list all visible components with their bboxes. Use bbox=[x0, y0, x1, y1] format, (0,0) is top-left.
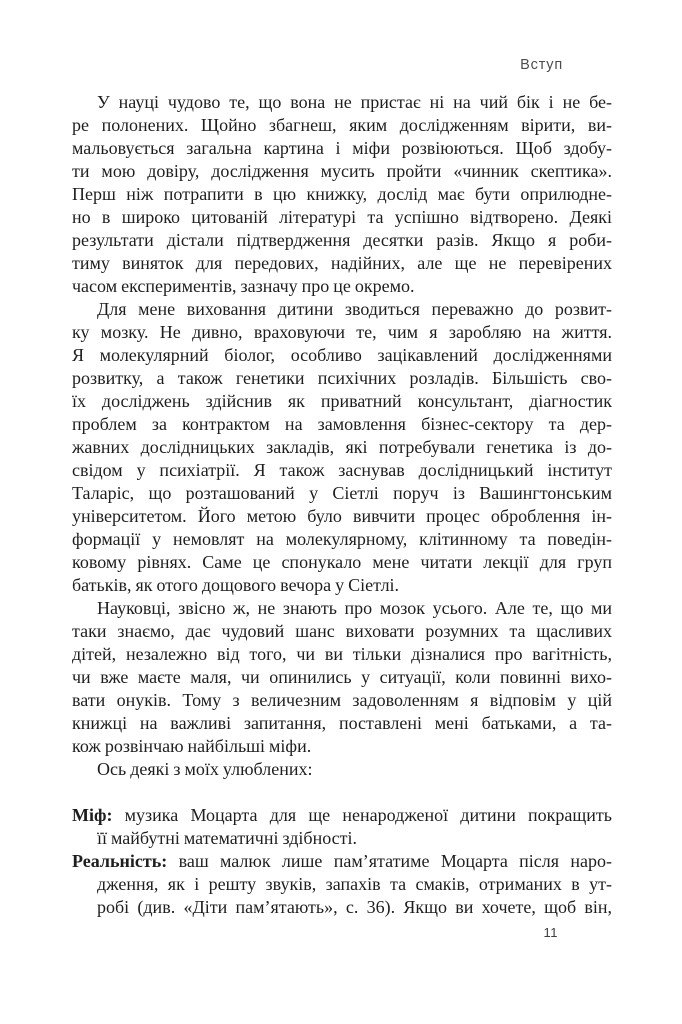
text-line: ре полонених. Щойно збагнеш, яким дослідженням вірити, ви- bbox=[72, 115, 612, 135]
text-line: проблем за контрактом на замовлення бізнес-сектору та дер- bbox=[72, 414, 612, 434]
text-line: ковому рівнях. Саме це спонукало мене читати лекції для груп bbox=[72, 552, 612, 572]
text-line: її майбутні математичні здібності. bbox=[97, 828, 358, 848]
page-number: 11 bbox=[543, 925, 558, 940]
text-line: їх досліджень здійснив як приватний консультант, діагностик bbox=[72, 391, 612, 411]
text-line: но в широко цитованій літературі та успішно відтворено. Деякі bbox=[72, 207, 612, 227]
text-line: університетом. Його метою було вивчити процес оброблення ін- bbox=[72, 506, 612, 526]
text-line: мальовується загальна картина і міфи розвіюються. Щоб здобу- bbox=[72, 138, 612, 158]
chapter-running-head: Вступ bbox=[520, 57, 563, 73]
text-line: Ось деякі з моїх улюблених: bbox=[97, 759, 313, 779]
text-line: формації у немовлят на молекулярному, клітинному та поведін- bbox=[72, 529, 612, 549]
text-line: Таларіс, що розташований у Сіетлі поруч із Вашингтонським bbox=[72, 483, 612, 503]
definition-paragraph bbox=[72, 850, 612, 919]
body-paragraph bbox=[72, 298, 612, 597]
body-paragraph bbox=[72, 597, 612, 758]
text-line: Міф: музика Моцарта для ще ненародженої дитини покращить bbox=[72, 805, 612, 825]
text-line: ку мозку. Не дивно, враховуючи те, чим я заробляю на життя. bbox=[72, 322, 612, 342]
text-line: свідом у психіатрії. Я також заснував дослідницький інститут bbox=[72, 460, 612, 480]
text-line: таки знаємо, дає чудовий шанс виховати розумних та щасливих bbox=[72, 621, 612, 641]
text-line: Науковці, звісно ж, не знають про мозок усього. Але те, що ми bbox=[97, 598, 612, 618]
term-label: Реальність: bbox=[72, 851, 168, 871]
text-line: Для мене виховання дитини зводиться переважно до розвит- bbox=[97, 299, 612, 319]
text-line: вати онуків. Тому з величезним задоволенням я відповім у цій bbox=[72, 690, 612, 710]
text-line: жавних дослідницьких закладів, які потребували генетика із до- bbox=[72, 437, 612, 457]
text-column bbox=[72, 91, 612, 919]
text-line: тиму виняток для передових, надійних, але ще не перевірених bbox=[72, 253, 612, 273]
text-line: часом експериментів, зазначу про це окремо. bbox=[72, 276, 415, 296]
body-paragraph bbox=[72, 758, 612, 781]
text-line: батьків, як отого дощового вечора у Сіетлі. bbox=[72, 575, 400, 595]
body-paragraph bbox=[72, 91, 612, 298]
text-line: ти мою довіру, дослідження мусить пройти «чинник скептика». bbox=[72, 161, 612, 181]
text-line: робі (див. «Діти пам’ятають», с. 36). Якщо ви хочете, щоб він, bbox=[97, 897, 612, 917]
text-line: книжці на важливі запитання, поставлені мені батьками, а та- bbox=[72, 713, 612, 733]
text-line: кож розвінчаю найбільші міфи. bbox=[72, 736, 312, 756]
definition-paragraph bbox=[72, 804, 612, 850]
text-line: Реальність: ваш малюк лише пам’ятатиме Моцарта після наро- bbox=[72, 851, 612, 871]
text-line: Я молекулярний біолог, особливо зацікавлений дослідженнями bbox=[72, 345, 612, 365]
text-line: дження, як і решту звуків, запахів та смаків, отриманих в ут- bbox=[97, 874, 612, 894]
text-line: Перш ніж потрапити в цю книжку, дослід має бути оприлюдне- bbox=[72, 184, 612, 204]
text-line: розвитку, а також генетики психічних розладів. Більшість сво- bbox=[72, 368, 612, 388]
text-line: У науці чудово те, що вона не пристає ні на чий бік і не бе- bbox=[97, 92, 612, 112]
text-line: результати дістали підтвердження десятки разів. Якщо я роби- bbox=[72, 230, 612, 250]
term-label: Міф: bbox=[72, 805, 113, 825]
text-line: дітей, незалежно від того, чи ви тільки дізналися про вагітність, bbox=[72, 644, 612, 664]
text-line: чи вже маєте маля, чи опинились у ситуації, коли повинні вихо- bbox=[72, 667, 612, 687]
